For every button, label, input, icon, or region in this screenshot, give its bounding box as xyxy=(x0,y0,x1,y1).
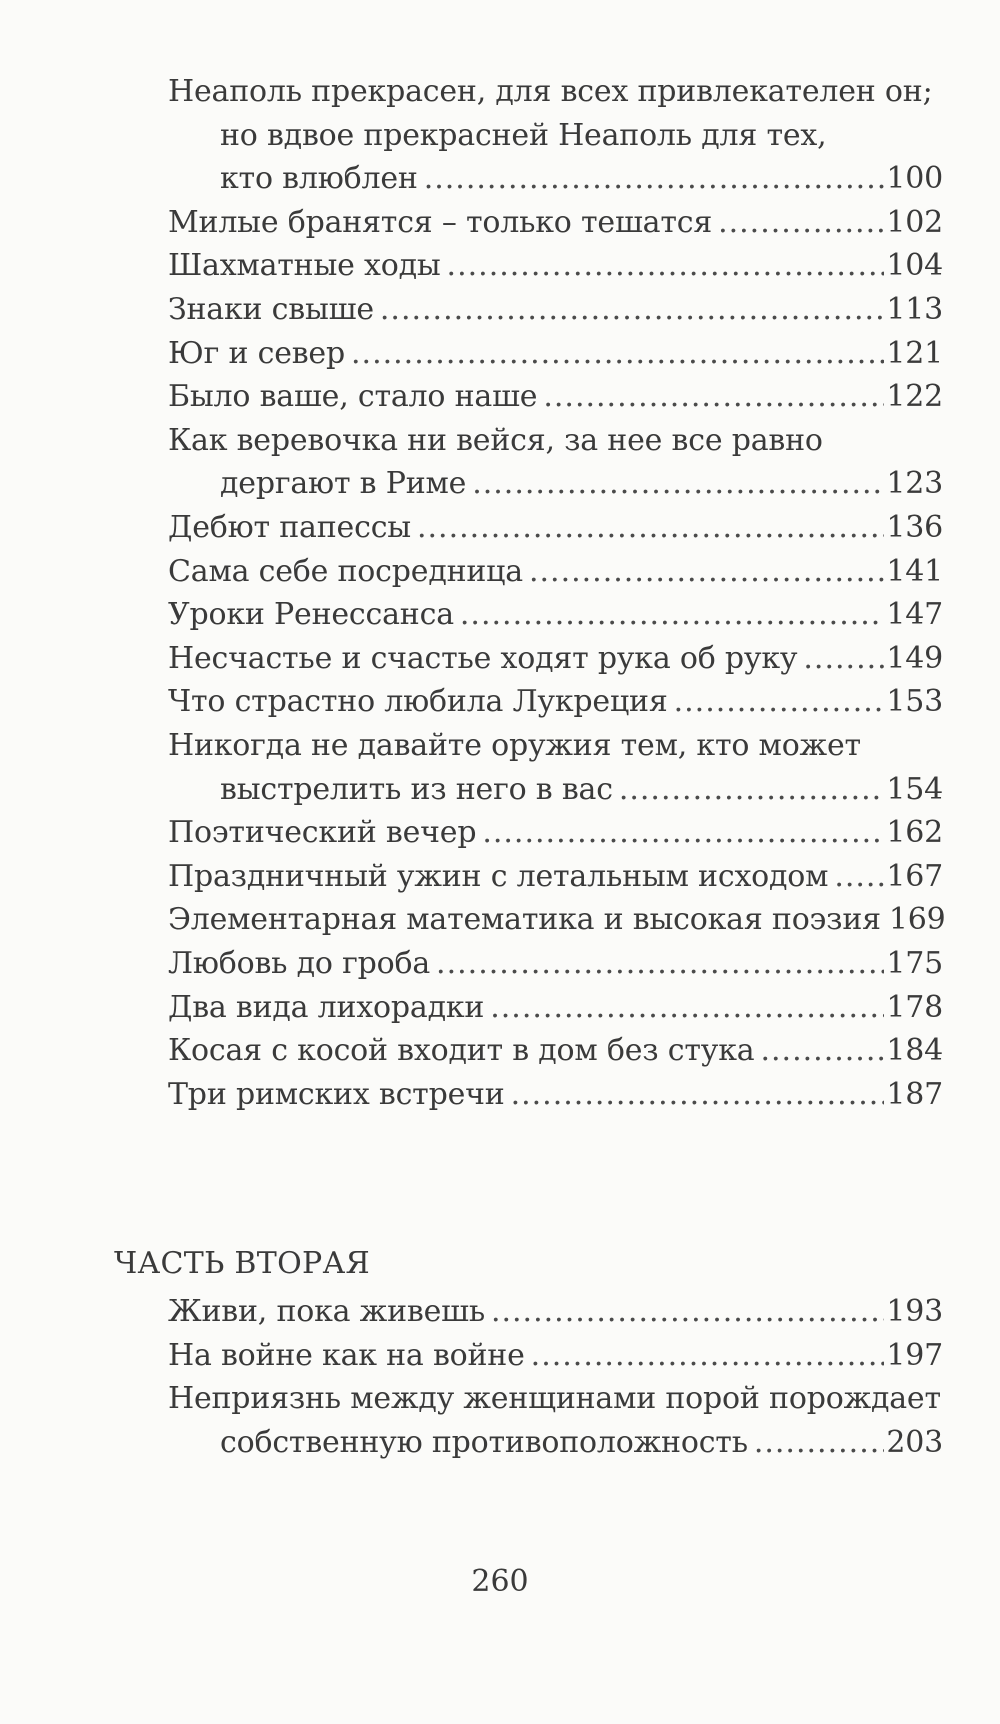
toc-entry-final-line xyxy=(168,898,946,942)
toc-entry xyxy=(168,680,943,724)
toc-page-number: 123 xyxy=(886,466,943,502)
dot-leader xyxy=(380,288,884,332)
toc-entry-title-line: Как веревочка ни вейся, за нее все равно xyxy=(168,422,823,458)
toc-entry-title: Два вида лихорадки xyxy=(168,989,485,1025)
toc-entry xyxy=(168,244,943,288)
toc-page-number: 184 xyxy=(886,1033,943,1069)
toc-entry xyxy=(168,70,943,201)
toc-entry-title: Элементарная математика и высокая поэзия xyxy=(168,902,881,938)
toc-entry-title: На войне как на войне xyxy=(168,1337,525,1373)
toc-entry-final-line xyxy=(168,593,943,637)
toc-entry xyxy=(168,724,943,811)
dot-leader xyxy=(834,855,884,899)
dot-leader xyxy=(447,244,885,288)
toc-entry-title: кто влюблен xyxy=(220,161,418,197)
toc-entry-title: Сама себе посредница xyxy=(168,553,523,589)
dot-leader xyxy=(754,1421,885,1465)
toc-page-number: 136 xyxy=(886,510,943,545)
toc-entry-final-line xyxy=(168,201,943,245)
dot-leader xyxy=(472,462,884,506)
toc-entry-title: Что страстно любила Лукреция xyxy=(168,684,668,720)
toc-entry xyxy=(168,1073,943,1117)
toc-entry xyxy=(168,593,943,637)
toc-entry-final-line xyxy=(168,637,943,681)
toc-entry-title: Уроки Ренессанса xyxy=(168,597,454,633)
dot-leader xyxy=(436,942,884,986)
toc-entry xyxy=(168,375,943,419)
toc-entry-title: Милые бранятся – только тешатся xyxy=(168,204,713,240)
dot-leader xyxy=(482,811,884,855)
toc-entry-title: выстрелить из него в вас xyxy=(220,771,613,807)
toc-entry xyxy=(168,855,943,899)
toc-entry xyxy=(168,201,943,245)
toc-entry-final-line xyxy=(168,332,943,376)
dot-leader xyxy=(511,1073,885,1117)
toc-entry xyxy=(168,1334,943,1378)
toc-entry-final-line xyxy=(168,942,943,986)
part-two-heading: ЧАСТЬ ВТОРАЯ xyxy=(114,1246,371,1281)
toc-entry-final-line xyxy=(168,768,943,812)
toc-page-number: 175 xyxy=(886,946,943,981)
dot-leader xyxy=(760,1029,884,1073)
dot-leader xyxy=(803,637,884,681)
toc-entry-final-line xyxy=(168,375,943,419)
toc-page-number: 113 xyxy=(886,292,943,327)
toc-entry-title: Несчастье и счастье ходят рука об руку xyxy=(168,640,798,676)
toc-entry-final-line xyxy=(168,1073,943,1117)
toc-entry-final-line xyxy=(168,157,943,201)
toc-entry-final-line xyxy=(168,1029,943,1073)
toc-page-number: 169 xyxy=(888,902,946,938)
dot-leader xyxy=(460,593,884,637)
toc-entry-final-line xyxy=(168,1334,943,1378)
toc-entry-title: Юг и север xyxy=(168,335,345,371)
toc-entry-title-line: Неаполь прекрасен, для всех привлекателен он; xyxy=(168,74,933,109)
toc-entry-final-line xyxy=(168,855,943,899)
toc-entry-title: Праздничный ужин с летальным исходом xyxy=(168,858,829,894)
toc-page-number: 162 xyxy=(886,815,943,851)
dot-leader xyxy=(543,375,884,419)
dot-leader xyxy=(490,986,884,1030)
toc-entry xyxy=(168,288,943,332)
dot-leader xyxy=(491,1290,884,1334)
page-number: 260 xyxy=(471,1564,529,1599)
toc-entry-title: Живи, пока живешь xyxy=(168,1294,485,1329)
toc-page-number: 122 xyxy=(886,379,943,415)
toc-entry xyxy=(168,637,943,681)
toc-page-number: 178 xyxy=(886,989,943,1025)
toc-entry-title: Шахматные ходы xyxy=(168,248,441,284)
toc-entry-final-line xyxy=(168,986,943,1030)
toc-entry-title: Косая с косой входит в дом без стука xyxy=(168,1033,755,1069)
toc-page-number: 121 xyxy=(886,335,943,371)
dot-leader xyxy=(619,768,885,812)
toc-entry xyxy=(168,986,943,1030)
toc-entry xyxy=(168,1029,943,1073)
toc-entry xyxy=(168,332,943,376)
toc-page-number: 153 xyxy=(886,684,943,720)
toc-page-number: 197 xyxy=(886,1337,943,1373)
toc-entry-title: Поэтический вечер xyxy=(168,815,477,851)
toc-page-number: 141 xyxy=(886,553,943,589)
dot-leader xyxy=(417,506,884,550)
dot-leader xyxy=(718,201,884,245)
toc-page-number: 193 xyxy=(886,1294,943,1329)
toc-entry xyxy=(168,550,943,594)
toc-entry-final-line xyxy=(168,288,943,332)
toc-entry-title: Три римских встречи xyxy=(168,1076,505,1112)
toc-page-number: 147 xyxy=(886,597,943,633)
toc-page-number: 149 xyxy=(886,640,943,676)
dot-leader xyxy=(531,1334,885,1378)
dot-leader xyxy=(351,332,884,376)
dot-leader xyxy=(424,157,885,201)
toc-entry xyxy=(168,811,943,855)
toc-entry-final-line xyxy=(168,1290,943,1334)
toc-entry-final-line xyxy=(168,244,943,288)
toc-entry-title: Дебют папессы xyxy=(168,510,411,545)
toc-entry-title-line: но вдвое прекрасней Неаполь для тех, xyxy=(220,117,827,153)
toc-entry-final-line xyxy=(168,462,943,506)
toc-page-number: 100 xyxy=(886,161,943,197)
toc-page-number: 104 xyxy=(886,248,943,284)
dot-leader xyxy=(674,680,885,724)
toc-entry-final-line xyxy=(168,1421,943,1465)
toc-entry-title: Знаки свыше xyxy=(168,292,374,327)
toc-entry-final-line xyxy=(168,550,943,594)
toc-page-number: 167 xyxy=(886,858,943,894)
toc-entry xyxy=(168,506,943,550)
toc-page-number: 154 xyxy=(886,771,943,807)
toc-entry-title-line: Никогда не давайте оружия тем, кто может xyxy=(168,728,861,763)
toc-entry xyxy=(168,1290,943,1334)
toc-page-number: 187 xyxy=(886,1076,943,1112)
toc-entry xyxy=(168,942,943,986)
toc-page-number: 102 xyxy=(886,204,943,240)
toc-entry xyxy=(168,1377,943,1464)
toc-entry-title: дергают в Риме xyxy=(220,466,467,502)
toc-entry-final-line xyxy=(168,506,943,550)
toc-entry xyxy=(168,419,943,506)
toc-entry-title-line: Неприязнь между женщинами порой порождает xyxy=(168,1381,941,1417)
toc-page-number: 203 xyxy=(886,1424,943,1460)
toc-entry xyxy=(168,898,946,942)
toc-entry-title: Любовь до гроба xyxy=(168,946,431,981)
dot-leader xyxy=(529,550,884,594)
toc-entry-final-line xyxy=(168,811,943,855)
toc-entry-title: Было ваше, стало наше xyxy=(168,379,538,415)
toc-entry-final-line xyxy=(168,680,943,724)
toc-entry-title: собственную противоположность xyxy=(220,1424,748,1460)
